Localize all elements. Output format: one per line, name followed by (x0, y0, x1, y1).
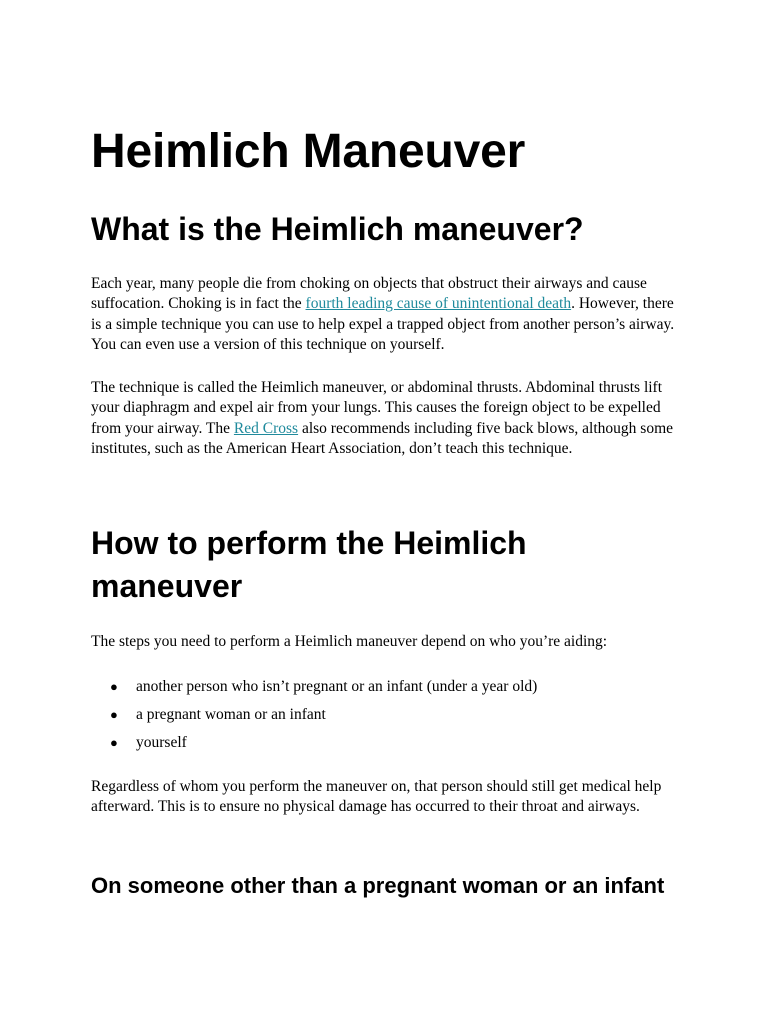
paragraph-steps-intro: The steps you need to perform a Heimlich maneuver depend on who you’re aiding: (91, 633, 608, 650)
steps-list (110, 677, 537, 761)
paragraph-intro-text-after: . However, there is a simple technique you can use to help expel a trapped object from another person’s airway. You can even use a version of this technique on yourself. (91, 295, 675, 354)
list-item-text: yourself (136, 734, 187, 751)
list-item-text: another person who isn’t pregnant or an infant (under a year old) (136, 678, 538, 695)
list-item (110, 677, 537, 705)
subsection-heading-someone-other: On someone other than a pregnant woman or an infant (91, 873, 665, 898)
list-item (110, 733, 537, 761)
list-item (110, 705, 537, 733)
paragraph-technique (91, 378, 681, 460)
paragraph-medical-help: Regardless of whom you perform the maneuver on, that person should still get medical help afterward. This is to ensure no physical damage has occurred to their throat and airways. (91, 778, 662, 816)
bullet-icon: ● (110, 735, 118, 750)
section-heading-how-to-perform: How to perform the Heimlich maneuver (91, 525, 527, 604)
link-red-cross[interactable]: Red Cross (233, 419, 299, 437)
list-item-text: a pregnant woman or an infant (136, 706, 326, 723)
section-heading-what-is: What is the Heimlich maneuver? (91, 211, 584, 247)
paragraph-technique-text-after: also recommends including five back blows, although some institutes, such as the American Heart Association, don’t teach this technique. (91, 419, 674, 458)
bullet-icon: ● (110, 707, 118, 722)
page-title: Heimlich Maneuver (91, 125, 526, 178)
bullet-icon: ● (110, 679, 118, 694)
paragraph-intro-text-before: Each year, many people die from choking on objects that obstruct their airways and cause suffocation. Choking is in fact the (91, 275, 647, 313)
paragraph-technique-text-before: The technique is called the Heimlich maneuver, or abdominal thrusts. Abdominal thrusts lift your diaphragm and expel air from your lungs. This causes the foreign object to be expelled from your airway. The (91, 379, 663, 437)
link-fourth-leading-cause[interactable]: fourth leading cause of unintentional death (305, 295, 572, 313)
paragraph-intro (91, 274, 681, 356)
